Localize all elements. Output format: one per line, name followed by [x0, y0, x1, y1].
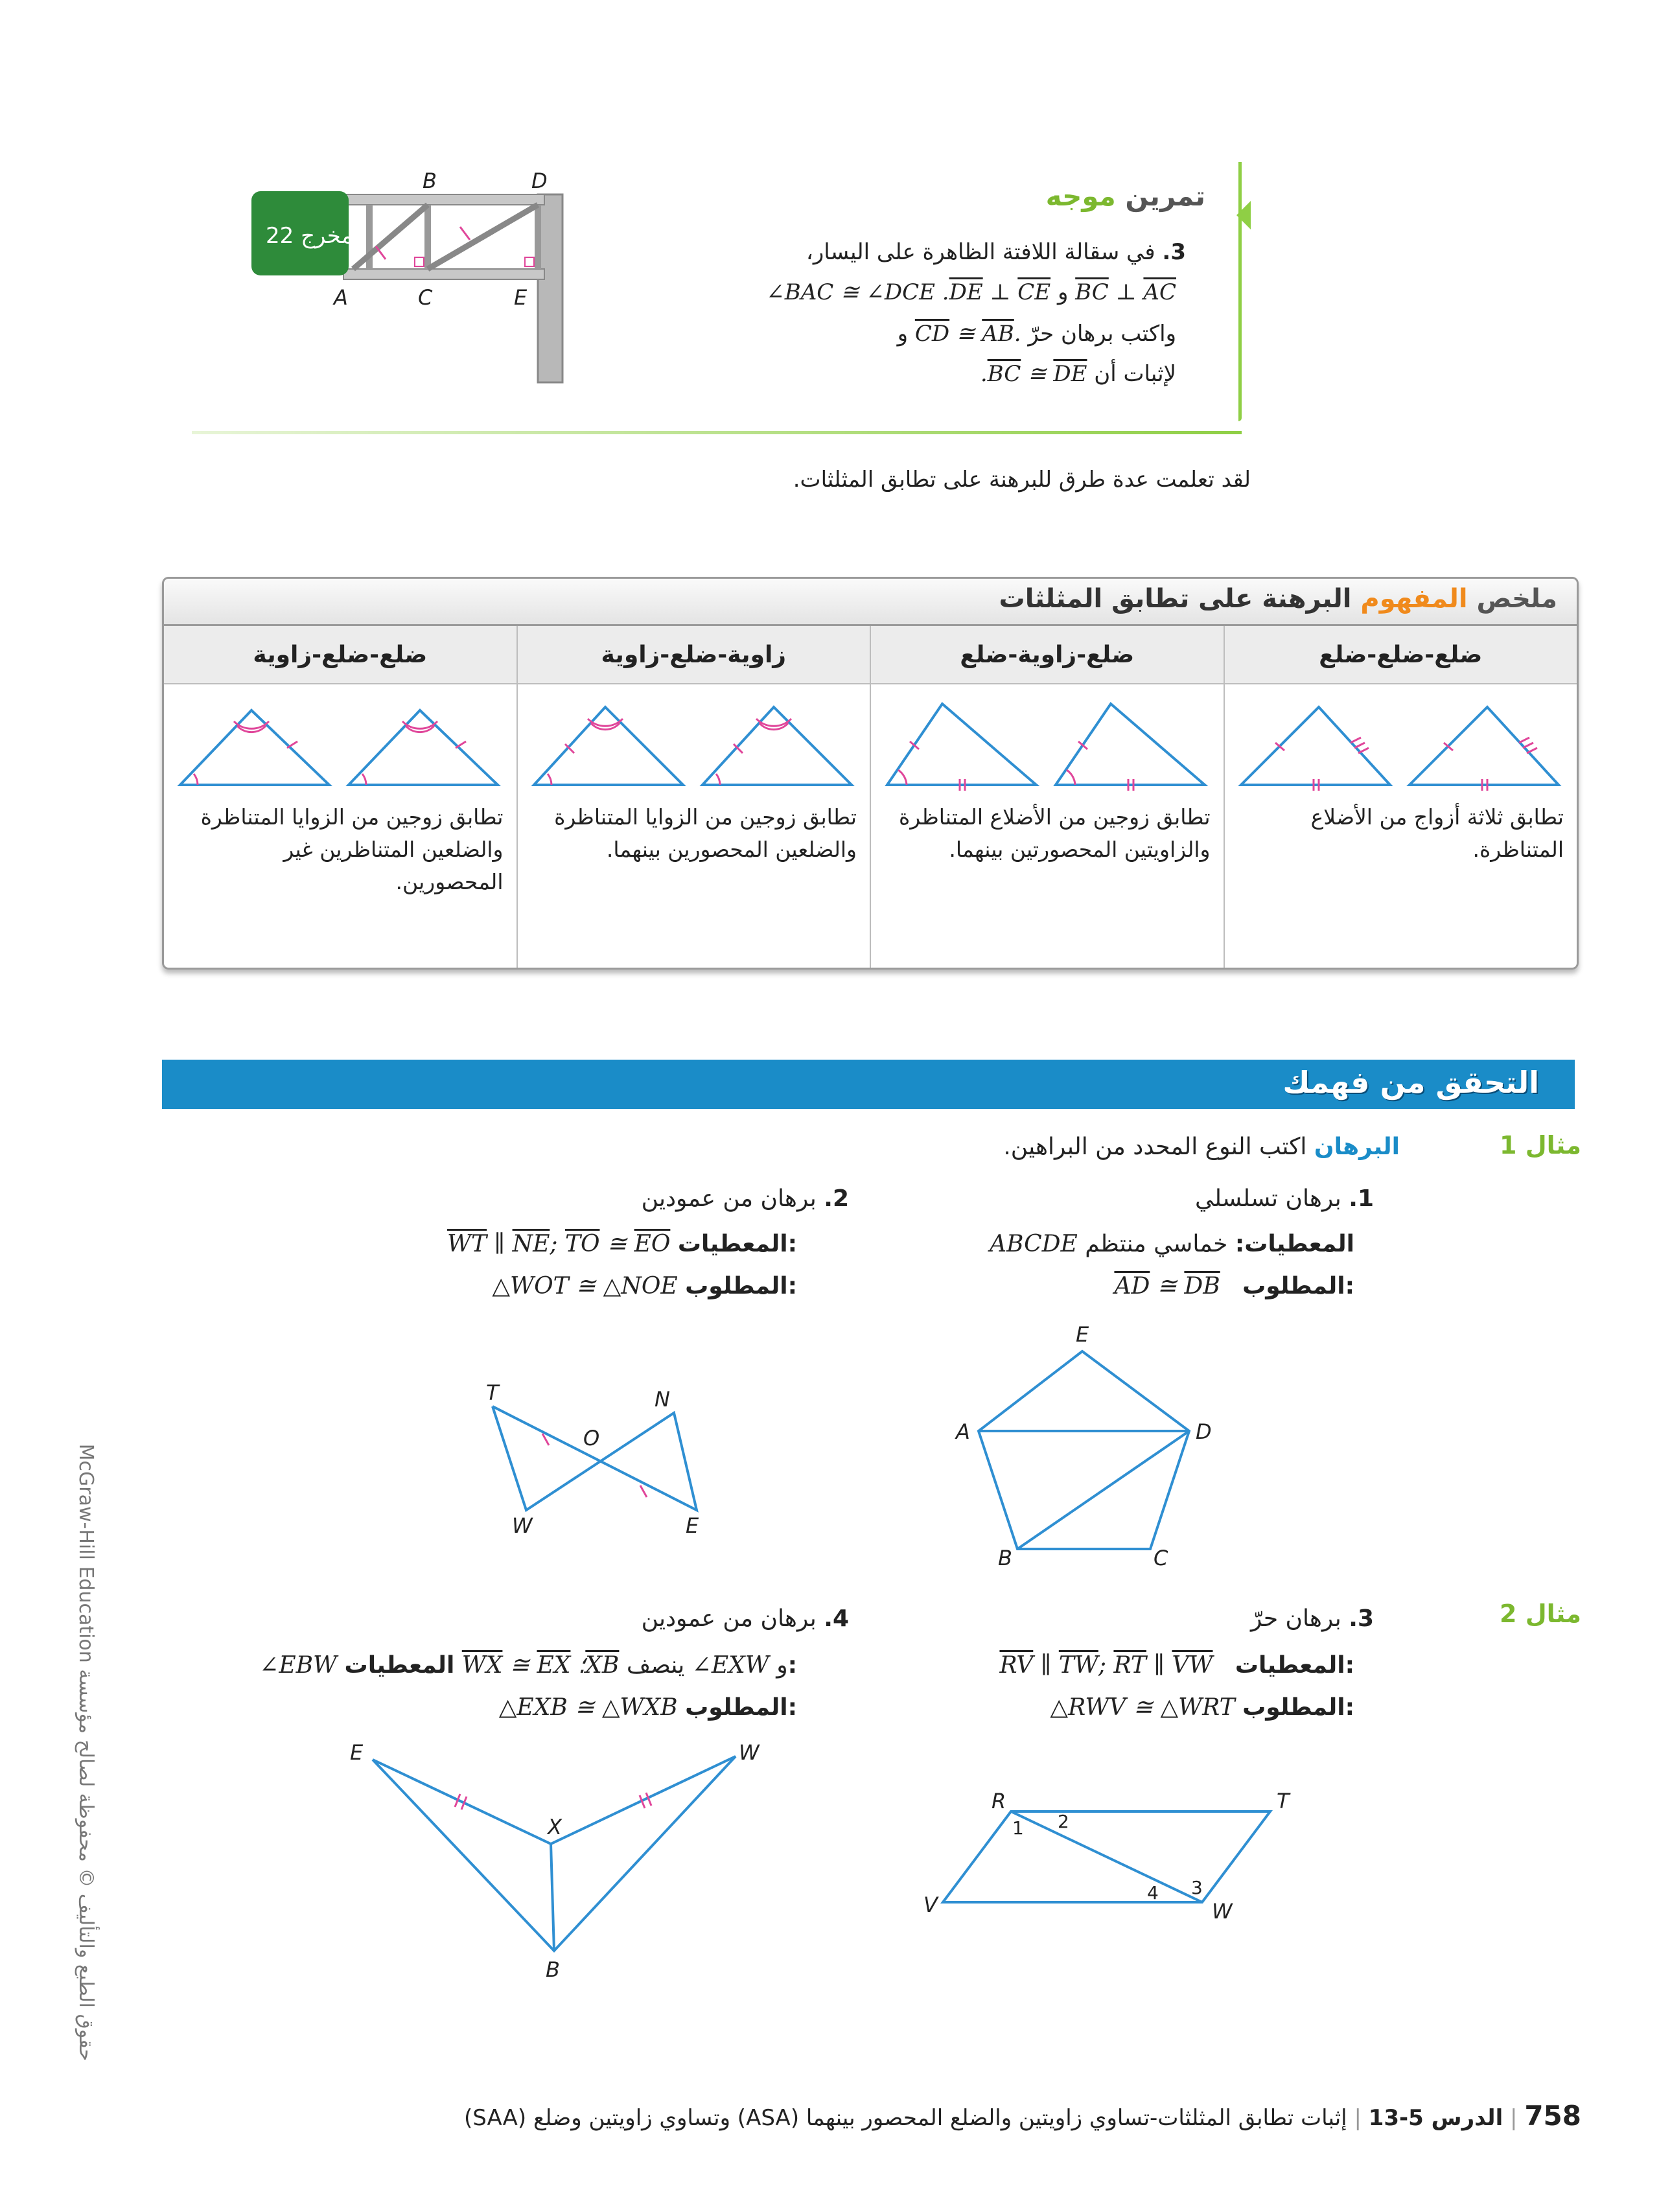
prove-label: المطلوب: [685, 1694, 797, 1721]
problem-4-prove [499, 1688, 797, 1727]
problem-1-prove: $\overline{AD}$ ≅ $\overline{DB}$ المطلوب: [1114, 1273, 1354, 1299]
guided-seg-bc2: $\overline{BC}$ [987, 361, 1021, 387]
problem-2-prove-math: △WOT ≅ △NOE [492, 1273, 678, 1299]
given-label: المعطيات: [677, 1231, 797, 1257]
intro-text: لقد تعلمت عدة طرق للبرهنة على تطابق المثلثات. [793, 467, 1251, 493]
label-t: T [486, 1380, 499, 1405]
label-b: B [423, 169, 437, 193]
problem-4-type: برهان من عمودين [641, 1605, 817, 1632]
problem-2-type: برهان من عمودين [641, 1185, 817, 1212]
pentagon-figure [946, 1322, 1231, 1568]
label-o: O [583, 1426, 600, 1450]
label-w: W [739, 1740, 760, 1765]
asa-triangles-figure [524, 697, 861, 795]
problem-3-prove [1050, 1688, 1354, 1727]
problem-1-given-math: ABCDE [989, 1231, 1078, 1257]
guided-line1 [806, 232, 1186, 272]
proof-word: البرهان [1314, 1134, 1400, 1160]
guided-angles: ∠BAC ≅ ∠DCE [766, 279, 935, 305]
aas-triangles-figure [170, 697, 507, 795]
guided-line4-text: لإثبات أن [1094, 361, 1176, 387]
guided-line1-text: في سقالة اللافتة الظاهرة على اليسار، [806, 239, 1155, 265]
guided-seg-ce: $\overline{CE}$ [1017, 279, 1051, 305]
guided-number: 3. [1162, 239, 1186, 265]
guided-seg-de: $\overline{DE}$ [949, 279, 983, 305]
concept-col-desc: تطابق ثلاثة أزواج من الأضلاع المتناظرة. [1310, 804, 1564, 862]
label-v: V [923, 1892, 938, 1917]
label-c: C [1154, 1546, 1168, 1568]
guided-line3: واكتب برهان حرّ $.\overline{AB}$ ≅ $\overline{CD}$ و [897, 321, 1176, 347]
concept-col-sss [1224, 626, 1577, 968]
guided-tab-arrow [1236, 201, 1251, 229]
given-label: المعطيات: [344, 1652, 797, 1679]
label-e: E [686, 1513, 699, 1538]
concept-col-desc: تطابق زوجين من الزوايا المتناظرة والضلعين المتناظرين غير المحصورين. [200, 804, 504, 894]
given-label: المعطيات: [1235, 1652, 1354, 1679]
scaffold-pole [538, 194, 563, 382]
footer: 758 | الدرس 5-13 | إثبات تطابق المثلثات-تساوي زاويتين والضلع المحصور بينهما (ASA) وتساوي زاويتين وضلع (SAA) [463, 2100, 1581, 2132]
angle-exw: ∠EXW [691, 1652, 769, 1679]
guided-border-horizontal [192, 431, 1242, 434]
angle-label-4: 4 [1147, 1882, 1159, 1903]
concept-summary-header [164, 579, 1577, 626]
problem-1-title [1195, 1180, 1374, 1218]
concept-col-header: ضلع-ضلع-زاوية [164, 626, 516, 684]
seg-eo: $\overline{EO}$ [634, 1231, 671, 1257]
proof-instruction-line [1003, 1128, 1400, 1167]
label-c: C [418, 285, 433, 310]
label-a: A [334, 285, 348, 310]
problem-3-given: $\overline{RV}$ ∥ $\overline{TW}$; $\overline{RT}$ ∥ $\overline{VW}$ المعطيات: [999, 1652, 1354, 1679]
seg-ne: $\overline{NE}$ [512, 1231, 550, 1257]
problem-4-number: 4. [824, 1605, 849, 1632]
problem-3-number: 3. [1349, 1605, 1374, 1632]
problem-1-type: برهان تسلسلي [1194, 1185, 1341, 1212]
guided-line4: $.\overline{BC}$ ≅ $\overline{DE}$ لإثبات أن [980, 361, 1176, 387]
seg-xb: $\overline{XB}$ [585, 1652, 620, 1679]
label-r: R [992, 1789, 1006, 1813]
concept-summary-box [162, 577, 1579, 970]
sss-triangles-figure [1231, 697, 1568, 795]
seg-ex: $\overline{EX}$ [537, 1652, 571, 1679]
problem-2-title [642, 1180, 849, 1218]
seg-wx: $\overline{WX}$ [461, 1652, 503, 1679]
problem-3-title [1251, 1600, 1374, 1638]
example-1-label: مثال 1 [1500, 1131, 1581, 1159]
label-e: E [514, 285, 528, 310]
guided-seg-ab: $\overline{AB}$ [982, 321, 1014, 347]
angle-ebw: ∠EBW [259, 1652, 338, 1679]
bisects-word: ينصف [626, 1652, 685, 1679]
problem-4-prove-math: △EXB ≅ △WXB [498, 1694, 678, 1721]
label-b: B [546, 1957, 560, 1982]
given-label: المعطيات: [1235, 1231, 1354, 1257]
guided-seg-de2: $\overline{DE}$ [1053, 361, 1087, 387]
guided-title [1046, 180, 1205, 212]
lesson-title: إثبات تطابق المثلثات-تساوي زاويتين والضلع المحصور بينهما (ASA) وتساوي زاويتين وضلع (SAA) [463, 2105, 1347, 2131]
problem-2-given: $\overline{WT}$ ∥ $\overline{NE}$; $\overline{TO}$ ≅ $\overline{EO}$ المعطيات: [447, 1231, 797, 1257]
problem-4-title [642, 1600, 849, 1638]
seg-db: $\overline{DB}$ [1184, 1273, 1220, 1299]
angle-label-2: 2 [1058, 1811, 1069, 1832]
seg-wt: $\overline{WT}$ [447, 1231, 487, 1257]
check-understanding-title: التحقق من فهمك [1282, 1065, 1539, 1100]
label-e: E [1076, 1322, 1089, 1347]
concept-col-desc: تطابق زوجين من الزوايا المتناظرة والضلعين المحصورين بينهما. [554, 804, 857, 862]
concept-col-asa [516, 626, 870, 968]
parallelogram-figure [907, 1776, 1296, 1918]
example-2-label: مثال 2 [1500, 1600, 1581, 1628]
label-w: W [512, 1513, 533, 1538]
label-e: E [350, 1740, 364, 1765]
guided-title-word2: موجه [1045, 180, 1116, 212]
prove-label: المطلوب: [1242, 1273, 1354, 1299]
label-a: A [956, 1419, 970, 1444]
label-w: W [1212, 1899, 1233, 1918]
problem-1-given-text: خماسي منتظم [1085, 1231, 1228, 1257]
angle-label-3: 3 [1191, 1877, 1203, 1898]
and-word: و [776, 1652, 788, 1679]
guided-seg-ac: $\overline{AC}$ [1143, 279, 1176, 305]
angle-label-1: 1 [1012, 1817, 1024, 1839]
concept-summary-title [999, 584, 1558, 614]
label-b: B [998, 1546, 1012, 1568]
prove-label: المطلوب: [685, 1273, 797, 1299]
concept-title-rest: البرهنة على تطابق المثلثات [999, 584, 1352, 614]
seg-to: $\overline{TO}$ [564, 1231, 600, 1257]
problem-1-number: 1. [1349, 1185, 1374, 1212]
guided-line3-text: واكتب برهان حرّ [1028, 321, 1176, 347]
concept-title-word2: المفهوم [1360, 584, 1468, 614]
problem-2-number: 2. [824, 1185, 849, 1212]
sas-triangles-figure [877, 697, 1214, 795]
problem-4-given: ∠EBW و ∠EXW ينصف $\overline{XB}؛$ $\overline{EX}$ ≅ $\overline{WX}$ المعطيات: [259, 1652, 797, 1679]
kite-figure [343, 1737, 797, 1983]
problem-3-prove-math: △RWV ≅ △WRT [1050, 1694, 1235, 1721]
sign-scaffold-diagram [246, 162, 596, 389]
label-t: T [1277, 1789, 1290, 1813]
problem-3-type: برهان حرّ [1250, 1605, 1341, 1632]
problem-2-prove [492, 1267, 797, 1306]
concept-columns [164, 626, 1577, 968]
concept-col-aas [164, 626, 516, 968]
seg-vw: $\overline{VW}$ [1172, 1652, 1213, 1679]
label-x: X [548, 1815, 562, 1839]
concept-col-header: زاوية-ضلع-زاوية [518, 626, 870, 684]
concept-col-header: ضلع-ضلع-ضلع [1225, 626, 1577, 684]
proof-instruction: اكتب النوع المحدد من البراهين. [1003, 1134, 1307, 1160]
seg-rt: $\overline{RT}$ [1113, 1652, 1146, 1679]
problem-1-given [990, 1225, 1354, 1264]
guided-line2: ∠BAC ≅ ∠DCE $.\overline{DE}$ ⊥ $\overline{CE}$ و $\overline{BC}$ ⊥ $\overline{AC}$ [766, 279, 1176, 305]
seg-ad: $\overline{AD}$ [1114, 1273, 1150, 1299]
lesson-label: الدرس 5-13 [1368, 2105, 1503, 2131]
label-d: D [531, 169, 548, 193]
guided-title-word1: تمرين [1125, 180, 1205, 212]
concept-col-desc: تطابق زوجين من الأضلاع المتناظرة والزاويتين المحصورتين بينهما. [898, 804, 1211, 862]
concept-col-sas [870, 626, 1224, 968]
seg-rv: $\overline{RV}$ [999, 1652, 1034, 1679]
check-understanding-bar [162, 1060, 1575, 1109]
concept-title-word1: ملخص [1476, 584, 1557, 614]
side-copyright: حقوق الطبع والتأليف © محفوظة لصالح مؤسسة McGraw-Hill Education [75, 1443, 97, 2061]
bowtie-figure [467, 1374, 726, 1555]
label-d: D [1196, 1419, 1212, 1444]
guided-seg-bc: $\overline{BC}$ [1075, 279, 1109, 305]
concept-col-header: ضلع-زاوية-ضلع [871, 626, 1224, 684]
label-n: N [655, 1387, 670, 1412]
exit-sign-text: مخرج 22 [266, 223, 353, 249]
page-number: 758 [1524, 2100, 1581, 2132]
guided-seg-cd: $\overline{CD}$ [914, 321, 950, 347]
prove-label: المطلوب: [1242, 1694, 1354, 1721]
seg-tw: $\overline{TW}$ [1058, 1652, 1098, 1679]
